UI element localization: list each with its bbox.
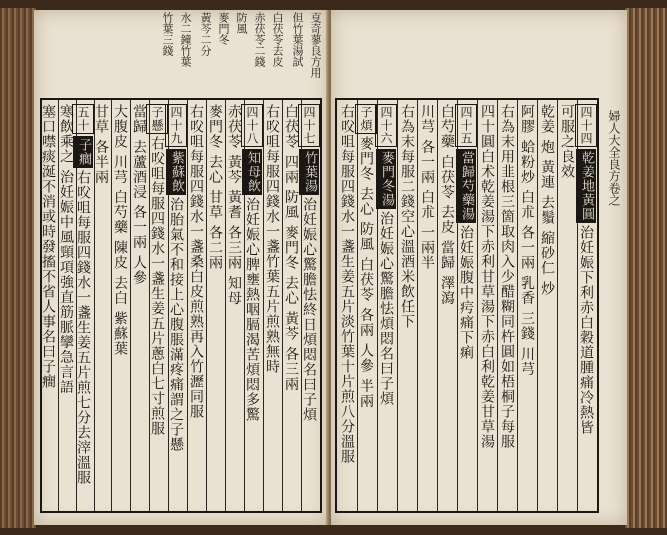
margin-note: 㕝奇蓼良方用 — [309, 12, 322, 78]
text-column: 川芎 各一兩 白朮 一兩半 — [417, 100, 437, 511]
page-edges-right — [625, 8, 667, 528]
text-column: 當歸 去蘆酒浸 各一兩 人參 — [130, 100, 149, 511]
text-column: 右㕮咀每服四錢水一盞生姜五片淡竹葉十片煎八分溫服 — [339, 104, 355, 464]
text-column: 四十五當歸芍藥湯治妊娠腹中疞痛下痢 — [457, 100, 477, 511]
text-column: 子懸右㕮咀每服四錢水一盞生姜五片蔥白七寸煎服 — [149, 100, 168, 511]
margin-note: 竹葉三錢 — [161, 12, 174, 56]
text-column: 四十七竹葉湯治妊娠心驚膽怯終日煩悶名曰子煩 — [301, 100, 320, 511]
text-column: 白芍藥 白茯苓 去皮 當歸 澤瀉 — [437, 100, 457, 511]
margin-note: 黃芩二分 — [199, 12, 212, 56]
text-column: 甘草 各半兩 — [94, 100, 111, 511]
margin-note: 白茯苓去皮 — [271, 12, 284, 67]
text-column: 塞口噤痰涎不消或時發搐不省人事名曰子癎 — [40, 104, 56, 389]
text-column: 四十圓白术乾姜湯下赤利甘草湯下赤白利乾姜甘草湯 — [477, 100, 497, 511]
text-column: 右㕮咀每服四錢水一盞桑白皮煎熟再入竹瀝同服 — [187, 100, 206, 511]
margin-note: 但竹葉湯試 — [291, 12, 304, 67]
margin-note: 赤茯苓二錢 — [253, 12, 266, 67]
margin-note: 水二鐘竹葉 — [179, 12, 192, 67]
text-column: 寒飲乘之 治妊娠中風頸項強直筋脈攣急言語 — [58, 100, 76, 511]
text-column: 可服之良效 — [557, 100, 577, 511]
text-frame-right — [335, 98, 599, 513]
text-column: 四十四乾姜地黃圓治妊娠下利赤白穀道腫痛冷熱皆 — [577, 100, 597, 511]
margin-note: 防風 — [235, 12, 248, 34]
text-column: 右㕮咀每服四錢水一盞竹葉五片煎熟無時 — [263, 100, 282, 511]
text-column: 四十六麥門冬湯治妊娠心驚膽怯煩悶名曰子煩 — [377, 100, 397, 511]
side-tab-title: 婦人大全良方卷之 — [607, 110, 621, 206]
text-column: 子煩麥門冬 去心 防風 白茯苓 各兩 人參 半兩 — [357, 100, 377, 511]
margin-note: 麥門冬 — [217, 12, 230, 45]
text-column: 四十八知母飲治妊娠心脾壅熱咽膈渴苦煩悶多驚 — [244, 100, 263, 511]
text-column: 大腹皮 川芎 白芍藥 陳皮 去白 紫蘇葉 — [111, 100, 130, 511]
right-page — [331, 10, 627, 525]
text-column: 麥門冬 去心 甘草 各二兩 — [206, 100, 225, 511]
text-column: 白茯苓 四兩 防風 麥門冬 去心 黃芩 各三兩 — [282, 100, 301, 511]
text-column: 乾姜 炮 黃連 去鬚 縮砂仁 炒 — [537, 100, 557, 511]
text-column: 四十九紫蘇飲治胎氣不和接上心腹脹滿疼痛謂之子懸 — [168, 100, 187, 511]
page-edges-left — [0, 8, 36, 528]
text-frame-left — [40, 98, 322, 513]
text-column: 右為末每服二錢空心溫酒米飲任下 — [397, 100, 417, 511]
text-column: 赤茯苓 黃芩 黃耆 各三兩 知母 — [225, 100, 244, 511]
text-column: 右為末用韭根三箇取肉入少醋糊同杵圓如梧桐子每服 — [497, 100, 517, 511]
text-column: 阿膠 蛤粉炒 白朮 各一兩 乳香 三錢 川芎 — [517, 100, 537, 511]
left-page — [34, 10, 328, 525]
text-column: 五十子癎右㕮咀每服四錢水一盞生姜五片煎七分去滓溫服 — [76, 100, 94, 511]
